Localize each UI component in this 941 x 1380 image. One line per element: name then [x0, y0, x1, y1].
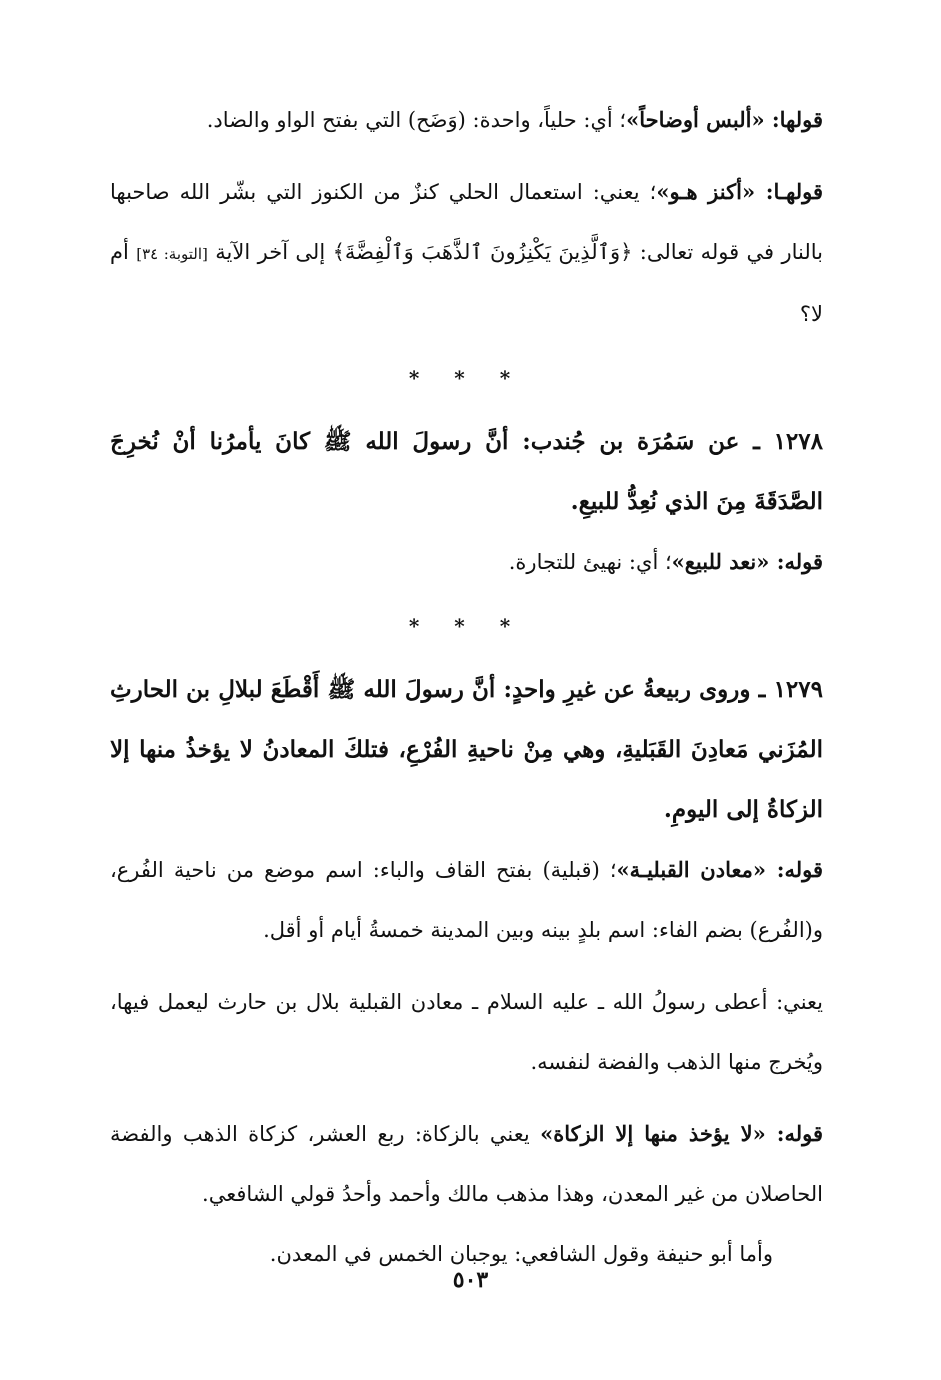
- section-separator: * * *: [408, 366, 525, 390]
- page-number: ٥٠٣: [452, 1267, 489, 1293]
- commentary-paragraph: [110, 532, 823, 592]
- commentary-text: أم لا؟: [110, 240, 823, 326]
- commentary-paragraph: [110, 1104, 823, 1224]
- commentary-lead: قولهـا: «أكنز هـو»: [656, 179, 823, 204]
- commentary-lead: قولها: «ألبس أوضاحاً»: [626, 107, 823, 132]
- commentary-paragraph: [110, 840, 823, 960]
- hadith-1279: ١٢٧٩ ـ وروى ربيعةُ عن غيرِ واحدٍ: أنَّ رسولَ الله ﷺ أَقْطَعَ لبلالِ بن الحارثِ المُزَني مَعادِنَ القَبَليةِ، وهي مِنْ ناحيةِ الفُرْعِ، فتلكَ المعادنُ لا يؤخذُ منها إلا الزكاةُ إلى اليومِ.: [110, 676, 823, 823]
- commentary-paragraph: يعني: أعطى رسولُ الله ـ عليه السلام ـ معادن القبلية بلال بن حارث ليعمل فيها، ويُخرج منها الذهب والفضة لنفسه.: [110, 990, 823, 1074]
- section-separator: * * *: [408, 614, 525, 638]
- commentary-paragraph: [110, 90, 823, 150]
- commentary-lead: قوله: «نعد للبيع»: [671, 549, 823, 574]
- commentary-lead: قوله: «معادن القبليـة»: [616, 857, 823, 882]
- hadith-1278: ١٢٧٨ ـ عن سَمُرَة بن جُندب: أنَّ رسولَ الله ﷺ كانَ يأمرُنا أنْ نُخرِجَ الصَّدَقَةَ مِنَ الذي نُعِدُّ للبيعِ.: [110, 428, 823, 515]
- commentary-text: ؛ أي: حلياً، واحدة: (وَضَح) التي بفتح الواو والضاد.: [206, 108, 627, 132]
- quran-reference: [التوبة: ٣٤]: [136, 245, 208, 263]
- commentary-paragraph: وأما أبو حنيفة وقول الشافعي: يوجبان الخمس في المعدن.: [269, 1242, 773, 1266]
- commentary-text: يعني بالزكاة: ربع العشر، كزكاة الذهب والفضة الحاصلان من غير المعدن، وهذا مذهب مالك وأحمد وأحدُ قولي الشافعي.: [110, 1122, 823, 1206]
- commentary-text: ؛ (قبلية) بفتح القاف والباء: اسم موضع من ناحية الفُرع، و(الفُرع) بضم الفاء: اسم بلدٍ بينه وبين المدينة خمسةُ أيام أو أقل.: [110, 858, 823, 942]
- commentary-text: ؛ يعني: استعمال الحلي كنزٌ من الكنوز التي بشّر الله صاحبها بالنار في قوله تعالى: ﴿وَٱلَّذِينَ يَكْنِزُونَ ٱلذَّهَبَ وَٱلْفِضَّةَ﴾ إلى آخر الآية: [110, 180, 823, 264]
- commentary-text: ؛ أي: نهيئ للتجارة.: [508, 550, 672, 574]
- commentary-paragraph: [110, 162, 823, 344]
- commentary-lead: قوله: «لا يؤخذ منها إلا الزكاة»: [540, 1121, 823, 1146]
